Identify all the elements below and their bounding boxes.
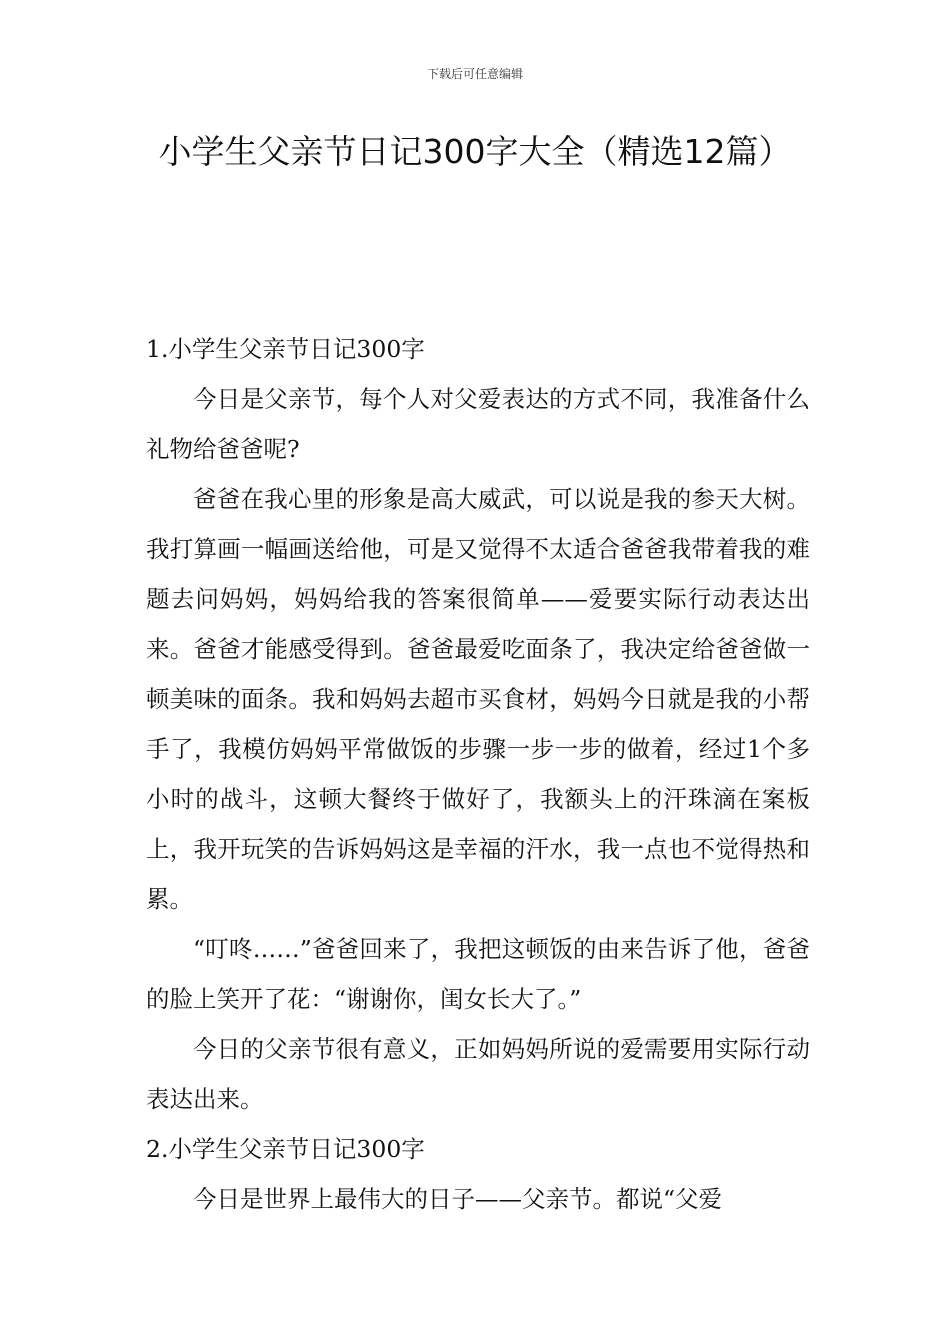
- document-title: 小学生父亲节日记300字大全（精选12篇）: [158, 132, 792, 171]
- section-1-paragraph-4: 今日的父亲节很有意义，正如妈妈所说的爱需要用实际行动表达出来。: [146, 1035, 810, 1113]
- section-1-paragraph-3: “叮咚……”爸爸回来了，我把这顿饭的由来告诉了他，爸爸的脸上笑开了花：“谢谢你，闺女长大了。”: [146, 935, 810, 1013]
- section-heading-2: 2.小学生父亲节日记300字: [146, 1135, 425, 1163]
- section-1-paragraph-1: 今日是父亲节，每个人对父爱表达的方式不同，我准备什么礼物给爸爸呢?: [146, 385, 810, 463]
- section-2-paragraph-1: 今日是世界上最伟大的日子——父亲节。都说“父爱: [193, 1185, 723, 1213]
- section-1-paragraph-2: 爸爸在我心里的形象是高大威武，可以说是我的参天大树。我打算画一幅画送给他，可是又觉得不太适合爸爸我带着我的难题去问妈妈，妈妈给我的答案很简单——爱要实际行动表达出来。爸爸才能感受得到。爸爸最爱吃面条了，我决定给爸爸做一顿美味的面条。我和妈妈去超市买食材，妈妈今日就是我的小帮手了，我模仿妈妈平常做饭的步骤一步一步的做着，经过1个多小时的战斗，这顿大餐终于做好了，我额头上的汗珠滴在案板上，我开玩笑的告诉妈妈这是幸福的汗水，我一点也不觉得热和累。: [146, 485, 810, 913]
- header-note: 下载后可任意编辑: [426, 67, 523, 81]
- document-body: [146, 324, 810, 1224]
- section-heading-1: 1.小学生父亲节日记300字: [146, 335, 425, 363]
